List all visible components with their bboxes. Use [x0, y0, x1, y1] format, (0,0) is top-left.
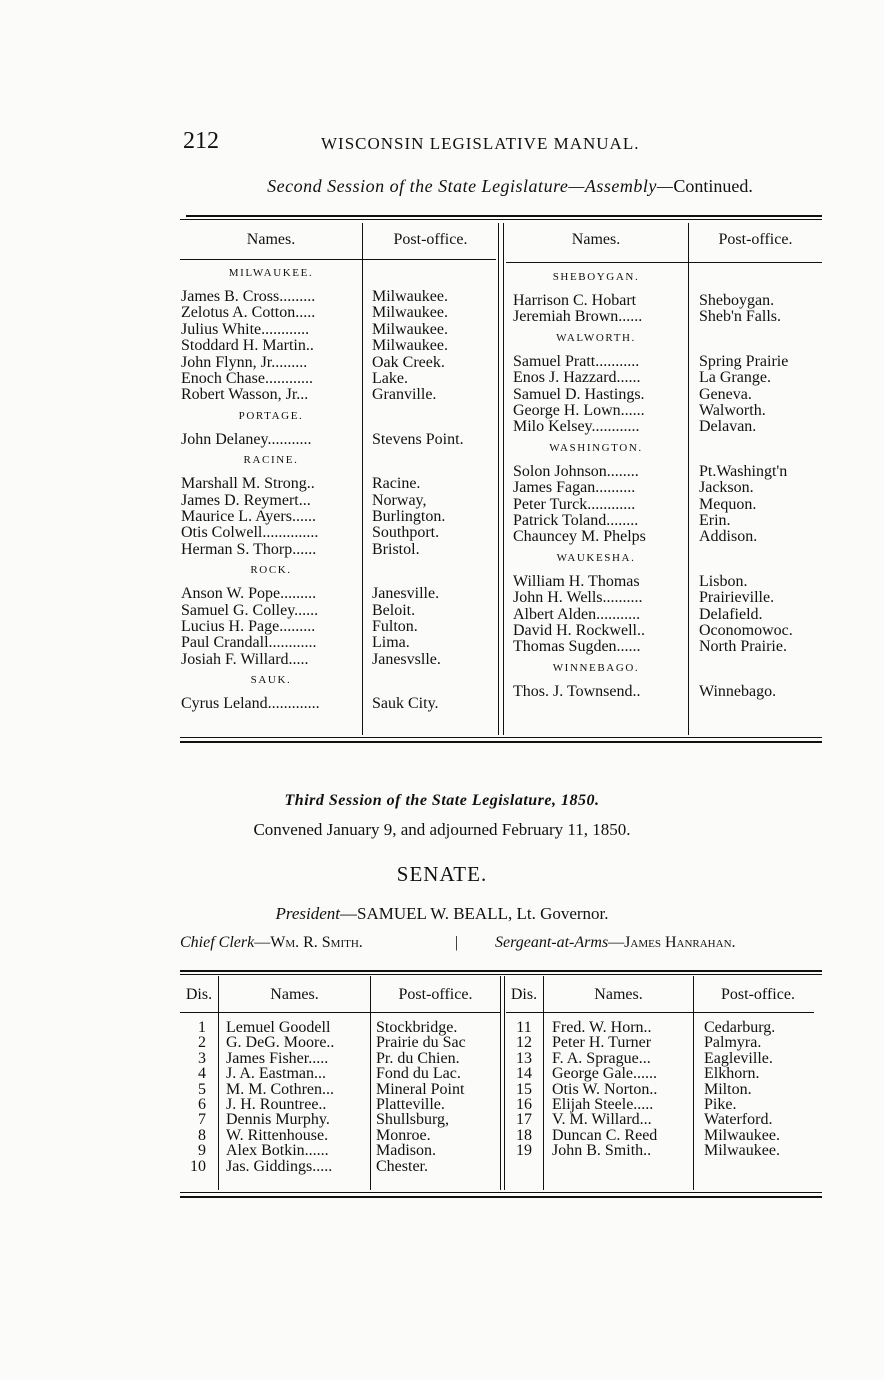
running-title: WISCONSIN LEGISLATIVE MANUAL.	[321, 134, 640, 153]
member-name: Lucius H. Page.........	[181, 618, 316, 635]
member-name: Marshall M. Strong..	[181, 475, 315, 493]
member-post-office: Delavan.	[699, 418, 757, 436]
member-name: Solon Johnson........	[513, 462, 639, 480]
divider-center-a	[498, 223, 499, 735]
senator-post-office: Pike.	[704, 1096, 737, 1113]
divider-right	[688, 223, 689, 735]
senator-name: Peter H. Turner	[552, 1034, 652, 1052]
member-name: Otis Colwell..............	[181, 524, 319, 542]
chief-clerk-label: Chief Clerk	[180, 934, 255, 951]
member-post-office: Milwaukee.	[372, 337, 448, 355]
header-rule-left	[180, 259, 496, 260]
member-name: John Flynn, Jr.........	[181, 353, 308, 371]
senate-col-post-right: Post-office.	[721, 986, 795, 1003]
member-post-office: Jackson.	[699, 479, 754, 497]
third-session-title: Third Session of the State Legislature, 1850.	[284, 792, 600, 809]
senator-post-office: Eagleville.	[704, 1049, 773, 1067]
senator-post-office: Platteville.	[376, 1096, 445, 1113]
senate-header-rule-left	[180, 1012, 500, 1013]
member-name: Paul Crandall............	[181, 634, 317, 652]
member-post-office: North Prairie.	[699, 638, 787, 656]
member-name: Julius White............	[181, 320, 310, 338]
member-post-office: Pt.Washingt'n	[699, 462, 788, 480]
member-post-office: Sheb'n Falls.	[699, 308, 781, 326]
member-post-office: Delafield.	[699, 605, 763, 623]
senator-name: Fred. W. Horn..	[552, 1019, 652, 1036]
senate-top-rule	[180, 970, 822, 972]
district-number: 9	[198, 1142, 206, 1160]
assembly-caption-italic: Second Session of the State Legislature—Assembly—	[267, 176, 674, 196]
senator-post-office: Fond du Lac.	[376, 1065, 461, 1083]
district-number: 2	[198, 1034, 206, 1052]
senator-post-office: Milton.	[704, 1080, 752, 1098]
member-name: George H. Lown......	[513, 402, 645, 419]
district-number: 4	[198, 1065, 206, 1083]
member-post-office: Lima.	[372, 634, 410, 652]
divider-left	[362, 223, 363, 735]
member-post-office: Janesville.	[372, 585, 440, 603]
member-name: Patrick Toland........	[513, 512, 639, 529]
senate-table	[180, 970, 822, 1208]
assembly-caption	[160, 176, 860, 197]
county-heading: WAUKESHA.	[556, 551, 636, 564]
president-line	[0, 904, 884, 924]
member-name: Samuel D. Hastings.	[513, 385, 645, 403]
county-heading: SAUK.	[250, 674, 292, 687]
member-name: James B. Cross.........	[181, 288, 316, 305]
district-number: 6	[198, 1096, 206, 1113]
district-number: 18	[516, 1126, 532, 1144]
header-rule-right	[506, 262, 822, 263]
senator-post-office: Mineral Point	[376, 1080, 465, 1098]
senator-name: James Fisher.....	[226, 1049, 329, 1067]
senate-bottom-rule	[180, 1192, 822, 1193]
chief-clerk	[180, 934, 363, 952]
member-name: James D. Reymert...	[181, 491, 311, 509]
county-heading: RACINE.	[243, 454, 299, 467]
senate-bottom-rule-thick	[180, 1196, 822, 1198]
district-number: 8	[198, 1126, 206, 1144]
member-post-office: Beloit.	[372, 601, 416, 619]
member-post-office: Southport.	[372, 524, 440, 542]
district-number: 1	[198, 1019, 206, 1036]
member-post-office: Oak Creek.	[372, 353, 445, 371]
county-heading: WINNEBAGO.	[552, 661, 640, 674]
senator-name: Otis W. Norton..	[552, 1080, 658, 1098]
member-name: John Delaney...........	[181, 430, 312, 448]
senator-post-office: Elkhorn.	[704, 1065, 760, 1083]
page-header	[183, 128, 823, 158]
member-name: Chauncey M. Phelps	[513, 528, 646, 546]
district-number: 10	[190, 1157, 206, 1175]
member-name: John H. Wells..........	[513, 589, 643, 607]
col-post-right: Post-office.	[718, 231, 793, 248]
member-post-office: Janesvslle.	[372, 650, 441, 668]
divider-center-b	[503, 223, 504, 735]
member-post-office: Geneva.	[699, 385, 752, 403]
district-number: 3	[198, 1049, 206, 1067]
senator-post-office: Waterford.	[704, 1111, 773, 1129]
senator-name: John B. Smith..	[552, 1142, 652, 1160]
senator-name: M. M. Cothren...	[226, 1080, 334, 1098]
member-name: Anson W. Pope.........	[181, 585, 317, 603]
member-name: Robert Wasson, Jr...	[181, 386, 309, 404]
senator-post-office: Prairie du Sac	[376, 1034, 466, 1052]
member-name: Harrison C. Hobart	[513, 292, 637, 309]
member-name: William H. Thomas	[513, 572, 640, 590]
senator-name: George Gale......	[552, 1065, 657, 1083]
member-post-office: Lake.	[372, 370, 408, 387]
assembly-caption-rest: Continued.	[673, 176, 753, 196]
president-value: —SAMUEL W. BEALL, Lt. Governor.	[340, 904, 609, 923]
table-bottom-rule	[180, 737, 822, 738]
senator-post-office: Shullsburg,	[376, 1111, 450, 1129]
member-name: Milo Kelsey............	[513, 418, 640, 436]
member-name: Stoddard H. Martin..	[181, 337, 314, 355]
member-post-office: Addison.	[699, 528, 758, 546]
district-number: 19	[516, 1142, 532, 1160]
senator-name: Lemuel Goodell	[226, 1019, 331, 1036]
member-name: Zelotus A. Cotton.....	[181, 304, 316, 322]
senator-name: Duncan C. Reed	[552, 1126, 658, 1144]
senate-col-dis-right: Dis.	[510, 986, 538, 1003]
member-name: Josiah F. Willard.....	[181, 650, 309, 668]
member-name: James Fagan..........	[513, 479, 636, 497]
senator-post-office: Madison.	[376, 1142, 436, 1160]
county-heading: WASHINGTON.	[549, 441, 643, 454]
member-name: Cyrus Leland.............	[181, 695, 320, 713]
senate-div-6	[693, 976, 694, 1190]
district-number: 14	[516, 1065, 532, 1083]
member-name: Thos. J. Townsend..	[513, 682, 641, 700]
senator-name: Dennis Murphy.	[226, 1111, 330, 1129]
district-number: 17	[516, 1111, 532, 1129]
col-names-right: Names.	[571, 231, 621, 248]
member-post-office: Norway,	[372, 491, 427, 509]
officers-separator: |	[455, 934, 459, 951]
senator-post-office: Chester.	[376, 1157, 428, 1175]
senator-name: V. M. Willard...	[552, 1111, 652, 1129]
page-number: 212	[183, 128, 219, 154]
district-number: 12	[516, 1034, 532, 1052]
senator-post-office: Cedarburg.	[704, 1019, 776, 1036]
senator-name: G. DeG. Moore..	[226, 1034, 335, 1052]
senate-div-3	[500, 976, 501, 1190]
district-number: 13	[516, 1049, 532, 1067]
county-heading: PORTAGE.	[238, 409, 304, 422]
county-heading: SHEBOYGAN.	[552, 271, 640, 283]
member-post-office: Mequon.	[699, 495, 757, 513]
member-post-office: Milwaukee.	[372, 304, 448, 322]
chief-clerk-value: —Wm. R. Smith.	[254, 934, 363, 951]
senate-div-5	[543, 976, 544, 1190]
member-post-office: La Grange.	[699, 369, 771, 387]
member-name: Enos J. Hazzard......	[513, 369, 641, 387]
member-name: Thomas Sugden......	[513, 638, 641, 656]
senate-div-2	[370, 976, 371, 1190]
table-top-rule-thin	[180, 219, 822, 220]
senator-post-office: Monroe.	[376, 1126, 431, 1144]
member-name: Albert Alden...........	[513, 605, 641, 623]
senate-col-names-left: Names.	[270, 986, 319, 1003]
senator-post-office: Milwaukee.	[704, 1142, 780, 1160]
senate-col-post-left: Post-office.	[398, 986, 473, 1003]
senate-div-1	[218, 976, 219, 1190]
member-post-office: Granville.	[372, 386, 437, 404]
sergeant-value: —James Hanrahan.	[608, 934, 736, 951]
member-post-office: Spring Prairie	[699, 352, 789, 370]
member-name: David H. Rockwell..	[513, 622, 645, 639]
senate-heading: SENATE.	[396, 862, 488, 886]
senator-name: Elijah Steele.....	[552, 1096, 654, 1113]
senator-name: W. Rittenhouse.	[226, 1126, 329, 1144]
member-post-office: Sauk City.	[372, 695, 439, 713]
senator-name: Alex Botkin......	[226, 1142, 329, 1160]
member-post-office: Bristol.	[372, 540, 420, 558]
member-name: Enoch Chase............	[181, 370, 313, 387]
member-name: Samuel G. Colley......	[181, 601, 319, 619]
senator-name: J. A. Eastman...	[226, 1065, 326, 1083]
sergeant-at-arms	[495, 934, 736, 952]
member-name: Samuel Pratt...........	[513, 352, 640, 370]
district-number: 16	[516, 1096, 532, 1113]
member-post-office: Stevens Point.	[372, 430, 464, 448]
member-post-office: Milwaukee.	[372, 320, 448, 338]
senator-post-office: Stockbridge.	[376, 1019, 458, 1036]
senate-col-names-right: Names.	[594, 986, 643, 1003]
senator-name: J. H. Rountree..	[226, 1096, 327, 1113]
member-post-office: Fulton.	[372, 618, 418, 635]
member-post-office: Oconomowoc.	[699, 622, 793, 639]
senator-name: Jas. Giddings.....	[226, 1157, 333, 1175]
col-names-left: Names.	[246, 231, 296, 248]
member-post-office: Lisbon.	[699, 572, 748, 590]
member-post-office: Erin.	[699, 512, 731, 529]
district-number: 15	[516, 1080, 532, 1098]
member-name: Peter Turck............	[513, 495, 636, 513]
member-name: Jeremiah Brown......	[513, 308, 643, 326]
col-post-left: Post-office.	[393, 231, 468, 248]
district-number: 7	[198, 1111, 206, 1129]
senator-post-office: Pr. du Chien.	[376, 1049, 460, 1067]
senate-header-rule-right	[506, 1012, 814, 1013]
member-post-office: Prairieville.	[699, 589, 775, 607]
member-post-office: Walworth.	[699, 402, 766, 419]
assembly-table	[180, 215, 822, 745]
third-session-subtitle: Convened January 9, and adjourned February 11, 1850.	[253, 820, 631, 839]
member-post-office: Milwaukee.	[372, 288, 448, 305]
senator-name: F. A. Sprague...	[552, 1049, 651, 1067]
senate-top-rule-thin	[180, 974, 822, 975]
senator-post-office: Palmyra.	[704, 1034, 762, 1052]
senate-col-dis-left: Dis.	[185, 986, 213, 1003]
table-top-rule	[186, 215, 822, 217]
member-post-office: Winnebago.	[699, 682, 777, 700]
county-heading: WALWORTH.	[556, 331, 636, 344]
table-bottom-rule-thick	[180, 741, 822, 743]
county-heading: ROCK.	[250, 564, 292, 577]
district-number: 5	[198, 1080, 206, 1098]
senator-post-office: Milwaukee.	[704, 1126, 780, 1144]
member-post-office: Sheboygan.	[699, 292, 775, 309]
member-name: Herman S. Thorp......	[181, 540, 317, 558]
member-post-office: Burlington.	[372, 508, 446, 525]
sergeant-label: Sergeant-at-Arms	[495, 934, 609, 951]
county-heading: MILWAUKEE.	[228, 267, 314, 279]
district-number: 11	[516, 1019, 532, 1036]
member-name: Maurice L. Ayers......	[181, 508, 316, 525]
member-post-office: Racine.	[372, 475, 421, 493]
president-label: President	[275, 904, 340, 923]
